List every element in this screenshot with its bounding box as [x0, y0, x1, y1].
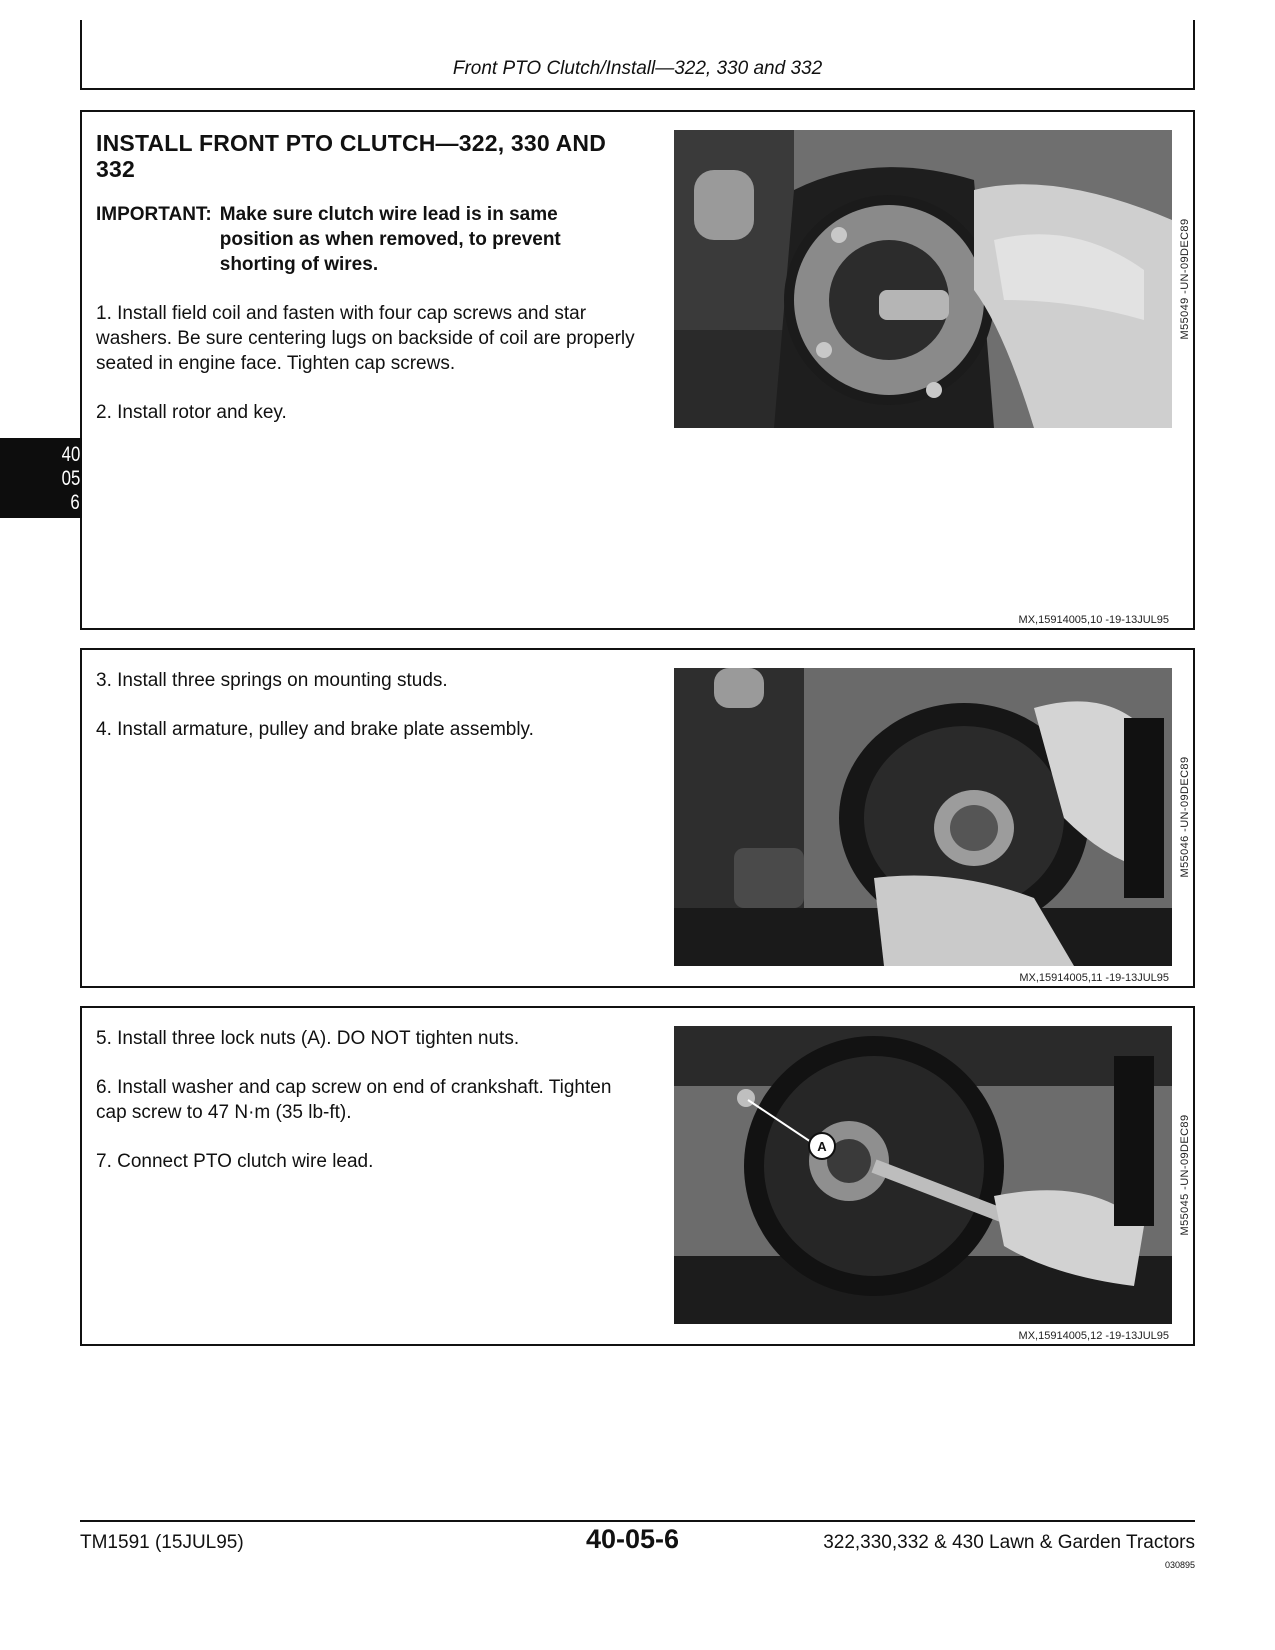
step-1: 1. Install field coil and fasten with four cap screws and star washers. Be sure centering lugs on backside of coil are properly seated in engine face. Tighten cap screws.	[96, 303, 635, 374]
reference-code: MX,15914005,12 -19-13JUL95	[1018, 1330, 1169, 1342]
footer-product-line: 322,330,332 & 430 Lawn & Garden Tractors	[823, 1532, 1195, 1553]
section-install-lock-nuts	[80, 1006, 1195, 1346]
side-tab-line-1: 40	[61, 443, 80, 466]
reference-code: MX,15914005,10 -19-13JUL95	[1018, 614, 1169, 626]
callout-a-label: A	[817, 1139, 827, 1154]
photo-armature-install	[674, 668, 1172, 966]
section-title: INSTALL FRONT PTO CLUTCH—322, 330 AND 332	[96, 130, 607, 182]
photo-id: M55049 -UN-09DEC89	[1179, 218, 1191, 340]
side-tab-line-2: 05	[61, 467, 80, 490]
page-header	[80, 20, 1195, 90]
footer-page-number: 40-05-6	[586, 1524, 680, 1554]
photo-id: M55046 -UN-09DEC89	[1179, 756, 1191, 878]
footer-date-code: 030895	[1164, 1560, 1195, 1570]
footer-divider	[80, 1520, 1195, 1522]
photo-lock-nuts-install	[674, 1026, 1172, 1324]
step-2: 2. Install rotor and key.	[96, 402, 287, 423]
important-note	[96, 202, 636, 277]
footer-manual-id: TM1591 (15JUL95)	[80, 1532, 244, 1553]
section-text	[96, 668, 636, 766]
section-install-armature	[80, 648, 1195, 988]
section-install-field-coil	[80, 110, 1195, 630]
section-text	[96, 130, 636, 449]
step-6: 6. Install washer and cap screw on end of crankshaft. Tighten cap screw to 47 N·m (35 lb-ft).	[96, 1077, 612, 1123]
photo-id: M55045 -UN-09DEC89	[1179, 1114, 1191, 1236]
important-text: Make sure clutch wire lead is in same position as when removed, to prevent shorting of wires.	[219, 204, 561, 275]
photo-field-coil-install	[674, 130, 1172, 428]
step-3: 3. Install three springs on mounting studs.	[96, 670, 448, 691]
step-4: 4. Install armature, pulley and brake plate assembly.	[96, 719, 534, 740]
section-text	[96, 1026, 636, 1198]
reference-code: MX,15914005,11 -19-13JUL95	[1019, 972, 1169, 984]
header-title: Front PTO Clutch/Install—322, 330 and 332	[452, 58, 823, 79]
chapter-side-tab	[0, 438, 82, 518]
step-5: 5. Install three lock nuts (A). DO NOT tighten nuts.	[96, 1028, 520, 1049]
important-label: IMPORTANT:	[96, 204, 212, 225]
side-tab-line-3: 6	[70, 491, 80, 514]
step-7: 7. Connect PTO clutch wire lead.	[96, 1151, 374, 1172]
